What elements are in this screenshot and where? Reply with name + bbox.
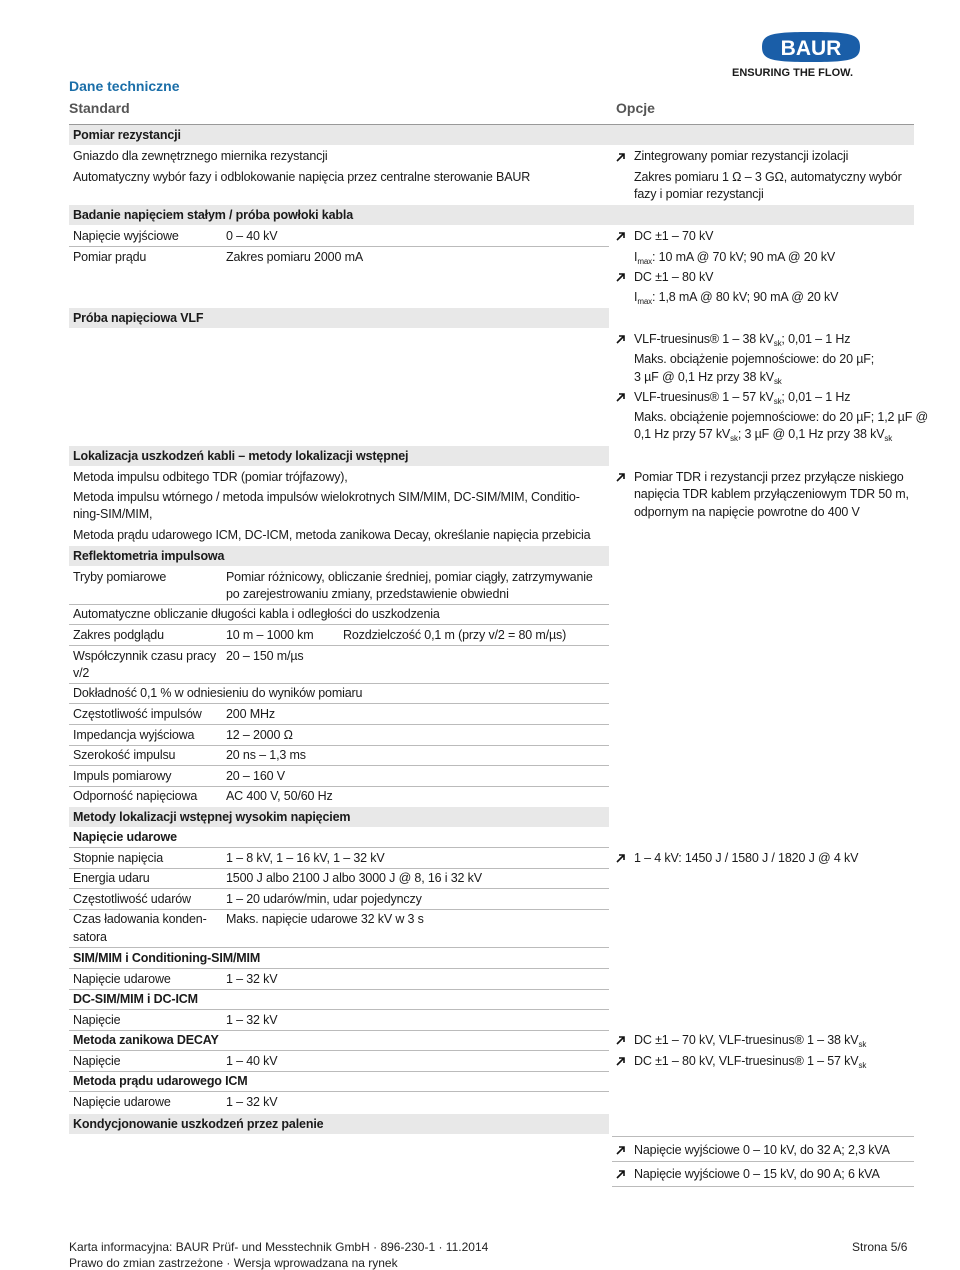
row-value: 1 – 8 kV, 1 – 16 kV, 1 – 32 kV: [226, 851, 385, 865]
baur-logo-text: BAUR: [780, 37, 842, 60]
row-label: Napięcie udarowe: [73, 972, 171, 986]
opt-line: DC ±1 – 70 kV: [634, 229, 714, 243]
page-title: Dane techniczne: [69, 78, 180, 94]
opt-line: napięcia TDR kablem przyłączeniowym TDR 50 m,: [634, 487, 909, 501]
divider: [69, 847, 609, 848]
divider: [69, 1091, 609, 1092]
row-value: po zarejestrowaniu zmiany, przedstawienie obwiedni: [226, 587, 509, 601]
row-label: Energia udaru: [73, 871, 150, 885]
option-arrow-icon: [616, 1035, 626, 1045]
row-value: 20 – 150 m/µs: [226, 649, 304, 663]
divider: [612, 1136, 914, 1137]
row-label: Napięcie: [73, 1013, 121, 1027]
section-title-resistance: Pomiar rezystancji: [73, 128, 181, 142]
std-line: Metoda impulsu odbitego TDR (pomiar trójfazowy),: [73, 470, 348, 484]
divider: [69, 968, 609, 969]
row-label: satora: [73, 930, 107, 944]
footer-doc-info: Karta informacyjna: BAUR Prüf- und Messtechnik GmbH · 896-230-1 · 11.2014: [69, 1240, 489, 1254]
opt-line: Napięcie wyjściowe 0 – 15 kV, do 90 A; 6 kVA: [634, 1167, 880, 1181]
divider: [69, 703, 609, 704]
option-arrow-icon: [616, 272, 626, 282]
row-label: Impedancja wyjściowa: [73, 728, 195, 742]
divider: [69, 868, 609, 869]
row-value: Zakres pomiaru 2000 mA: [226, 250, 364, 264]
subsection-title: SIM/MIM i Conditioning-SIM/MIM: [73, 951, 261, 965]
divider: [69, 989, 609, 990]
divider: [69, 909, 609, 910]
opt-line: Maks. obciążenie pojemnościowe: do 20 µF; 1,2 µF @: [634, 410, 929, 424]
opt-line: $I_{max}$: 1,8 mA @ 80 kV; 90 mA @ 20 kV: [634, 290, 839, 306]
std-line: Automatyczny wybór fazy i odblokowanie napięcia przez centralne sterowanie BAUR: [73, 170, 531, 184]
divider: [69, 683, 609, 684]
column-header-standard: Standard: [69, 100, 130, 116]
row-value: 1 – 32 kV: [226, 972, 278, 986]
std-line: Gniazdo dla zewnętrznego miernika rezystancji: [73, 149, 328, 163]
row-label: Pomiar prądu: [73, 250, 147, 264]
section-title-vlf: Próba napięciowa VLF: [73, 311, 204, 325]
divider: [69, 947, 609, 948]
opt-line: DC ±1 – 70 kV, VLF-truesinus® 1 – 38 $kV_{sk}$: [634, 1033, 867, 1049]
section-title-hv-methods: Metody lokalizacji wstępnej wysokim napięciem: [73, 810, 351, 824]
row-label: Czas ładowania konden-: [73, 912, 207, 926]
column-header-options: Opcje: [616, 100, 655, 116]
row-value: 20 – 160 V: [226, 769, 285, 783]
row-value: Pomiar różnicowy, obliczanie średniej, pomiar ciągły, zatrzymywanie: [226, 570, 593, 584]
row-value: AC 400 V, 50/60 Hz: [226, 789, 333, 803]
divider: [612, 1161, 914, 1162]
opt-line: Zakres pomiaru 1 Ω – 3 GΩ, automatyczny wybór: [634, 170, 902, 184]
row-label: Częstotliwość udarów: [73, 892, 191, 906]
row-value: 1 – 40 kV: [226, 1054, 278, 1068]
subsection-title: Napięcie udarowe: [73, 830, 177, 844]
option-arrow-icon: [616, 392, 626, 402]
opt-line: DC ±1 – 80 kV: [634, 270, 714, 284]
opt-line: 1 – 4 kV: 1450 J / 1580 J / 1820 J @ 4 kV: [634, 851, 859, 865]
divider: [69, 645, 609, 646]
row-value: 1 – 32 kV: [226, 1095, 278, 1109]
option-arrow-icon: [616, 1056, 626, 1066]
option-arrow-icon: [616, 1169, 626, 1179]
row-value: Rozdzielczość 0,1 m (przy v/2 = 80 m/µs): [343, 628, 567, 642]
row-label: Szerokość impulsu: [73, 748, 176, 762]
row-label: v/2: [73, 666, 90, 680]
subsection-title: Metoda prądu udarowego ICM: [73, 1074, 248, 1088]
opt-line: fazy i pomiar rezystancji: [634, 187, 764, 201]
divider: [69, 786, 609, 787]
section-title-reflectometry: Reflektometria impulsowa: [73, 549, 225, 563]
opt-line: DC ±1 – 80 kV, VLF-truesinus® 1 – 57 $kV_{sk}$: [634, 1054, 867, 1070]
option-arrow-icon: [616, 231, 626, 241]
opt-line: 3 µF @ 0,1 Hz przy 38 $kV_{sk}$: [634, 370, 782, 386]
opt-line: Maks. obciążenie pojemnościowe: do 20 µF;: [634, 352, 875, 366]
divider: [69, 1071, 609, 1072]
row-label: Impuls pomiarowy: [73, 769, 172, 783]
row-value: 1500 J albo 2100 J albo 3000 J @ 8, 16 i 32 kV: [226, 871, 482, 885]
option-arrow-icon: [616, 1145, 626, 1155]
section-title-dc-test: Badanie napięciem stałym / próba powłoki kabla: [73, 208, 353, 222]
option-arrow-icon: [616, 334, 626, 344]
section-title-localization: Lokalizacja uszkodzeń kabli – metody lokalizacji wstępnej: [73, 449, 409, 463]
row-value: 20 ns – 1,3 ms: [226, 748, 306, 762]
divider: [69, 624, 609, 625]
opt-line: Pomiar TDR i rezystancji przez przyłącze niskiego: [634, 470, 904, 484]
opt-line: Zintegrowany pomiar rezystancji izolacji: [634, 149, 849, 163]
divider: [69, 246, 609, 247]
footer-page-number: Strona 5/6: [852, 1240, 908, 1254]
divider: [69, 724, 609, 725]
option-arrow-icon: [616, 152, 626, 162]
opt-line: Napięcie wyjściowe 0 – 10 kV, do 32 A; 2,3 kVA: [634, 1143, 890, 1157]
row-label: Napięcie: [73, 1054, 121, 1068]
row-value: 1 – 20 udarów/min, udar pojedynczy: [226, 892, 422, 906]
row-label: Współczynnik czasu pracy: [73, 649, 216, 663]
opt-line: $I_{max}$: 10 mA @ 70 kV; 90 mA @ 20 kV: [634, 250, 836, 266]
divider: [69, 604, 609, 605]
subsection-title: DC-SIM/MIM i DC-ICM: [73, 992, 198, 1006]
brand-tagline: ENSURING THE FLOW.: [732, 67, 853, 79]
section-title-burning: Kondycjonowanie uszkodzeń przez palenie: [73, 1117, 324, 1131]
subsection-title: Metoda zanikowa DECAY: [73, 1033, 219, 1047]
divider: [69, 1030, 609, 1031]
opt-line: VLF-truesinus® 1 – 57 $kV_{sk}$; 0,01 – 1 Hz: [634, 390, 851, 406]
row-value: 0 – 40 kV: [226, 229, 278, 243]
row-value: 12 – 2000 Ω: [226, 728, 293, 742]
row-label: Napięcie wyjściowe: [73, 229, 179, 243]
divider: [69, 745, 609, 746]
std-line: Dokładność 0,1 % w odniesieniu do wyników pomiaru: [73, 686, 363, 700]
row-label: Częstotliwość impulsów: [73, 707, 202, 721]
std-line: Metoda impulsu wtórnego / metoda impulsów wielokrotnych SIM/MIM, DC-SIM/MIM, Conditio-: [73, 490, 580, 504]
row-label: Odporność napięciowa: [73, 789, 198, 803]
option-arrow-icon: [616, 472, 626, 482]
divider: [69, 1050, 609, 1051]
row-label: Zakres podglądu: [73, 628, 164, 642]
baur-logo: [758, 30, 864, 64]
footer-disclaimer: Prawo do zmian zastrzeżone · Wersja wprowadzana na rynek: [69, 1256, 398, 1270]
row-value: Maks. napięcie udarowe 32 kV w 3 s: [226, 912, 424, 926]
opt-line: VLF-truesinus® 1 – 38 $kV_{sk}$; 0,01 – 1 Hz: [634, 332, 851, 348]
std-line: Automatyczne obliczanie długości kabla i odległości do uszkodzenia: [73, 607, 440, 621]
divider: [69, 1009, 609, 1010]
option-arrow-icon: [616, 853, 626, 863]
section-band: [69, 125, 914, 145]
row-label: Stopnie napięcia: [73, 851, 164, 865]
row-value: 10 m – 1000 km: [226, 628, 314, 642]
row-value: 200 MHz: [226, 707, 275, 721]
divider: [612, 1186, 914, 1187]
row-value: 1 – 32 kV: [226, 1013, 278, 1027]
divider: [69, 888, 609, 889]
std-line: ning-SIM/MIM,: [73, 507, 153, 521]
opt-line: odpornym na napięcie powrotne do 400 V: [634, 505, 860, 519]
divider: [69, 765, 609, 766]
opt-line: 0,1 Hz przy 57 $kV_{sk}$; 3 µF @ 0,1 Hz przy 38 $kV_{sk}$: [634, 427, 893, 443]
row-label: Tryby pomiarowe: [73, 570, 167, 584]
std-line: Metoda prądu udarowego ICM, DC-ICM, metoda zanikowa Decay, określanie napięcia przebicia: [73, 528, 591, 542]
row-label: Napięcie udarowe: [73, 1095, 171, 1109]
